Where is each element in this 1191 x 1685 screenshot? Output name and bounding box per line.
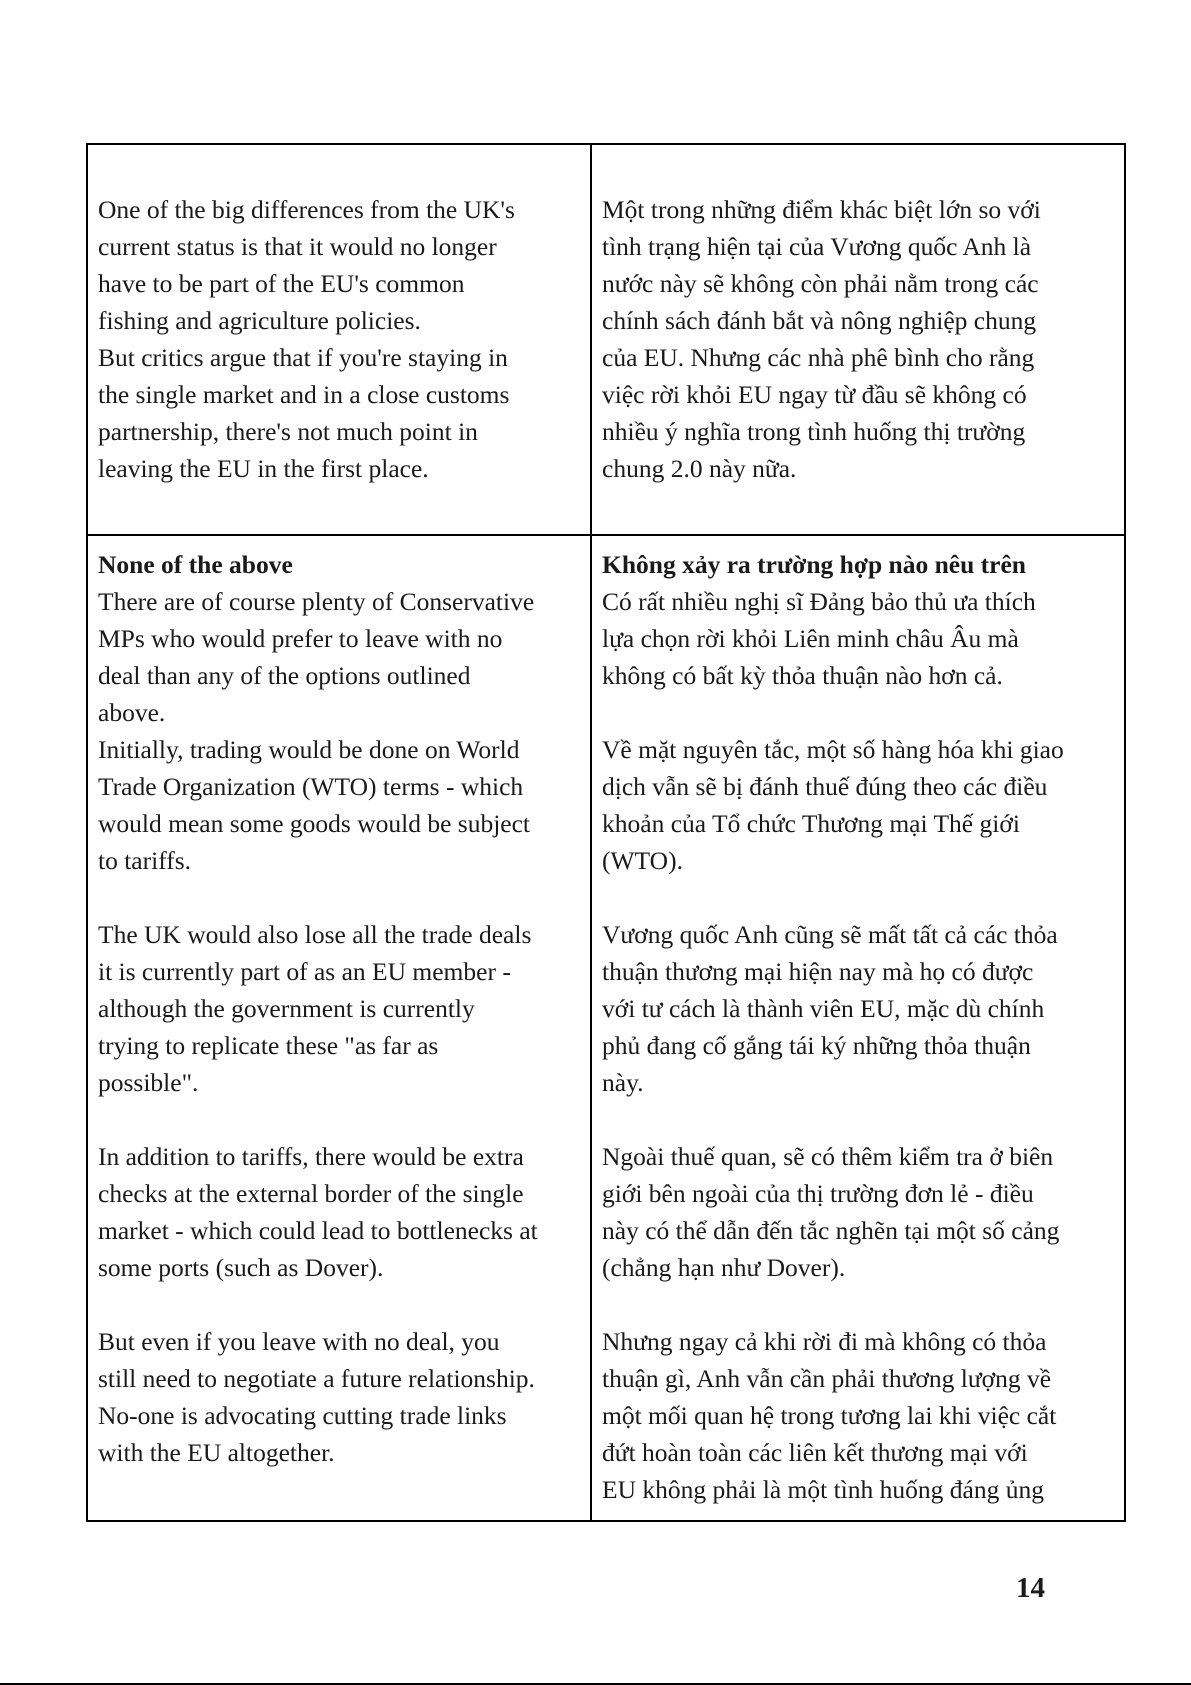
text-line: partnership, there's not much point in [98,417,478,446]
text-line: Vương quốc Anh cũng sẽ mất tất cả các thỏa [602,920,1058,949]
text-line: chung 2.0 này nữa. [602,454,797,483]
text-line: nước này sẽ không còn phải nằm trong các [602,269,1039,298]
text-line: một mối quan hệ trong tương lai khi việc cắt [602,1401,1057,1430]
vietnamese-paragraph [602,191,1114,487]
text-line: leaving the EU in the first place. [98,454,429,483]
text-line: Trade Organization (WTO) terms - which [98,772,524,801]
text-line: tình trạng hiện tại của Vương quốc Anh là [602,232,1032,261]
section-heading: Không xảy ra trường hợp nào nêu trên [602,550,1026,579]
text-line: have to be part of the EU's common [98,269,465,298]
english-paragraph [98,731,580,879]
english-paragraph [98,191,580,487]
vietnamese-cell [591,144,1125,535]
text-line: Ngoài thuế quan, sẽ có thêm kiểm tra ở biên [602,1142,1054,1171]
page-number: 14 [1016,1572,1045,1604]
vietnamese-cell [591,535,1125,1521]
text-line: would mean some goods would be subject [98,809,531,838]
text-line: nhiều ý nghĩa trong tình huống thị trường [602,417,1026,446]
text-line: with the EU altogether. [98,1438,335,1467]
english-cell [87,535,591,1521]
english-paragraph [98,916,580,1101]
text-line: Initially, trading would be done on World [98,735,520,764]
vietnamese-paragraph [602,546,1114,694]
bilingual-translation-table [86,143,1126,1522]
text-line: này có thể dẫn đến tắc nghẽn tại một số cảng [602,1216,1060,1245]
vietnamese-paragraph [602,1138,1114,1286]
text-line: Nhưng ngay cả khi rời đi mà không có thỏa [602,1327,1047,1356]
text-line: đứt hoàn toàn các liên kết thương mại với [602,1438,1028,1467]
text-line: với tư cách là thành viên EU, mặc dù chính [602,994,1045,1023]
text-line: việc rời khỏi EU ngay từ đầu sẽ không có [602,380,1027,409]
text-line: There are of course plenty of Conservative [98,587,535,616]
english-paragraph [98,1323,580,1471]
vietnamese-paragraph [602,1323,1114,1508]
text-line: của EU. Nhưng các nhà phê bình cho rằng [602,343,1035,372]
text-line: này. [602,1068,644,1097]
table-row [87,535,1125,1521]
text-line: khoản của Tổ chức Thương mại Thế giới [602,809,1020,838]
text-line: above. [98,698,166,727]
text-line: MPs who would prefer to leave with no [98,624,503,653]
text-line: Có rất nhiều nghị sĩ Đảng bảo thủ ưa thích [602,587,1036,616]
text-line: market - which could lead to bottlenecks at [98,1216,538,1245]
text-line: No-one is advocating cutting trade links [98,1401,507,1430]
text-line: fishing and agriculture policies. [98,306,421,335]
text-line: thuận thương mại hiện nay mà họ có được [602,957,1034,986]
english-paragraph [98,1138,580,1286]
text-line: checks at the external border of the single [98,1179,524,1208]
text-line: current status is that it would no longer [98,232,497,261]
text-line: (chẳng hạn như Dover). [602,1253,846,1282]
text-line: giới bên ngoài của thị trường đơn lẻ - điều [602,1179,1034,1208]
table-row [87,144,1125,535]
text-line: still need to negotiate a future relationship. [98,1364,535,1393]
text-line: không có bất kỳ thỏa thuận nào hơn cả. [602,661,1003,690]
text-line: But critics argue that if you're staying in [98,343,508,372]
text-line: One of the big differences from the UK's [98,195,515,224]
text-line: Về mặt nguyên tắc, một số hàng hóa khi giao [602,735,1064,764]
text-line: it is currently part of as an EU member - [98,957,511,986]
text-line: trying to replicate these "as far as [98,1031,439,1060]
text-line: In addition to tariffs, there would be extra [98,1142,524,1171]
text-line: Một trong những điểm khác biệt lớn so với [602,195,1041,224]
text-line: although the government is currently [98,994,475,1023]
text-line: the single market and in a close customs [98,380,510,409]
text-line: EU không phải là một tình huống đáng ủng [602,1475,1044,1504]
section-heading: None of the above [98,550,293,579]
vietnamese-paragraph [602,916,1114,1101]
text-line: some ports (such as Dover). [98,1253,384,1282]
text-line: to tariffs. [98,846,192,875]
text-line: lựa chọn rời khỏi Liên minh châu Âu mà [602,624,1019,653]
text-line: phủ đang cố gắng tái ký những thỏa thuận [602,1031,1031,1060]
text-line: dịch vẫn sẽ bị đánh thuế đúng theo các điều [602,772,1048,801]
vietnamese-paragraph [602,731,1114,879]
text-line: possible". [98,1068,199,1097]
text-line: chính sách đánh bắt và nông nghiệp chung [602,306,1037,335]
text-line: (WTO). [602,846,683,875]
text-line: The UK would also lose all the trade deals [98,920,532,949]
english-cell [87,144,591,535]
text-line: But even if you leave with no deal, you [98,1327,500,1356]
text-line: thuận gì, Anh vẫn cần phải thương lượng về [602,1364,1052,1393]
text-line: deal than any of the options outlined [98,661,471,690]
english-paragraph [98,546,580,731]
